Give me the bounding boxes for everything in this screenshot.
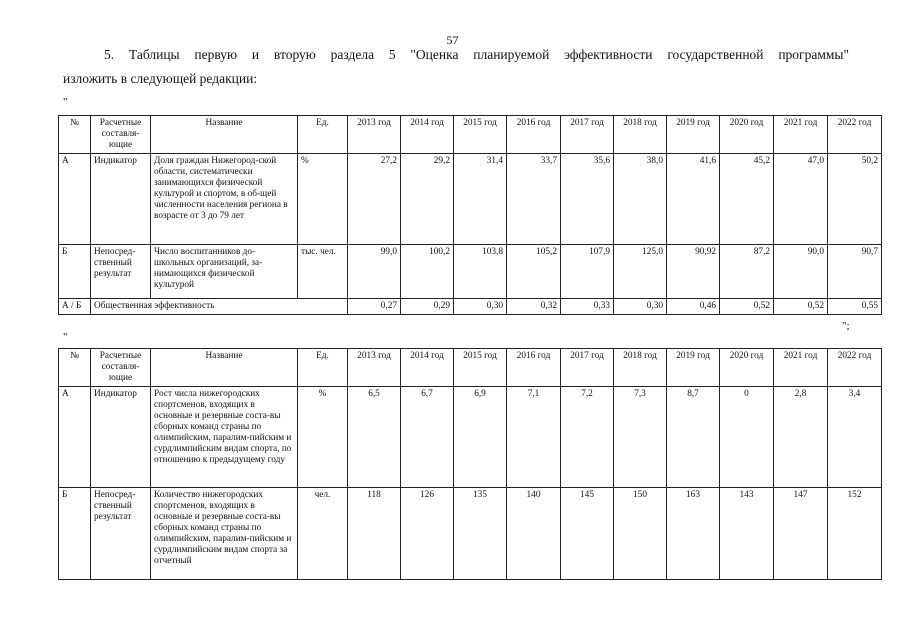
row-value: 50,2	[828, 154, 882, 245]
row-value: 126	[401, 488, 454, 580]
header-year: 2014 год	[401, 116, 454, 154]
header-year: 2015 год	[454, 349, 507, 387]
row-unit: тыс. чел.	[298, 245, 348, 299]
row-value: 152	[828, 488, 882, 580]
header-year: 2018 год	[614, 349, 667, 387]
row-value: 118	[348, 488, 401, 580]
row-value: 90,7	[828, 245, 882, 299]
row-value: 140	[507, 488, 561, 580]
row-unit: %	[298, 154, 348, 245]
quote-open-1: "	[63, 96, 68, 108]
row-value: 105,2	[507, 245, 561, 299]
row-value: 2,8	[774, 387, 828, 488]
header-year: 2016 год	[507, 116, 561, 154]
table-row	[59, 154, 882, 245]
header-year: 2020 год	[720, 349, 774, 387]
quote-open-2: "	[63, 331, 68, 343]
header-year: 2017 год	[561, 116, 614, 154]
row-value: 33,7	[507, 154, 561, 245]
row-value: 29,2	[401, 154, 454, 245]
total-value: 0,33	[561, 299, 614, 315]
total-value: 0,46	[667, 299, 720, 315]
total-num: А / Б	[59, 299, 91, 315]
intro-line-1: 5. Таблицы первую и вторую раздела 5 "Оценка планируемой эффективности государственной программы"	[104, 47, 849, 62]
row-value: 145	[561, 488, 614, 580]
row-value: 31,4	[454, 154, 507, 245]
header-year: 2017 год	[561, 349, 614, 387]
row-num: А	[59, 154, 91, 245]
row-name: Рост числа нижегородских спортсменов, входящих в основные и резервные соста-вы сборных команд страны по олимпийским, паралим-пийским и сурдлимпийским видам спорта, по отношению к предыдущему году	[151, 387, 298, 488]
table-header-row	[59, 349, 882, 387]
table-row	[59, 488, 882, 580]
total-value: 0,27	[348, 299, 401, 315]
header-year: 2013 год	[348, 349, 401, 387]
header-year: 2013 год	[348, 116, 401, 154]
header-year: 2019 год	[667, 349, 720, 387]
row-value: 90,0	[774, 245, 828, 299]
table-header-row	[59, 116, 882, 154]
row-unit: чел.	[298, 488, 348, 580]
header-year: 2019 год	[667, 116, 720, 154]
header-year: 2018 год	[614, 116, 667, 154]
row-num: Б	[59, 245, 91, 299]
row-num: Б	[59, 488, 91, 580]
total-label: Общественная эффективность	[91, 299, 348, 315]
row-component: Индикатор	[91, 387, 151, 488]
row-value: 6,9	[454, 387, 507, 488]
total-value: 0,29	[401, 299, 454, 315]
row-value: 3,4	[828, 387, 882, 488]
header-year: 2022 год	[828, 349, 882, 387]
row-value: 7,2	[561, 387, 614, 488]
row-name: Количество нижегородских спортсменов, входящих в основные и резервные соста-вы сборных команд страны по олимпийским, паралим-пийским и сурдлимпийским видам спорта за отчетный	[151, 488, 298, 580]
header-components: Расчетные составля-ющие	[91, 116, 151, 154]
efficiency-table-1	[58, 115, 882, 315]
row-value: 90,92	[667, 245, 720, 299]
row-component: Индикатор	[91, 154, 151, 245]
row-component: Непосред-ственный результат	[91, 488, 151, 580]
header-unit: Ед.	[298, 116, 348, 154]
header-year: 2021 год	[774, 116, 828, 154]
row-value: 143	[720, 488, 774, 580]
header-year: 2016 год	[507, 349, 561, 387]
total-value: 0,52	[720, 299, 774, 315]
header-year: 2022 год	[828, 116, 882, 154]
row-value: 7,3	[614, 387, 667, 488]
row-value: 135	[454, 488, 507, 580]
row-value: 100,2	[401, 245, 454, 299]
row-value: 107,9	[561, 245, 614, 299]
header-num: №	[59, 116, 91, 154]
quote-close-1: ";	[842, 320, 850, 332]
header-name: Название	[151, 349, 298, 387]
header-year: 2021 год	[774, 349, 828, 387]
row-value: 8,7	[667, 387, 720, 488]
row-value: 45,2	[720, 154, 774, 245]
header-year: 2015 год	[454, 116, 507, 154]
row-value: 87,2	[720, 245, 774, 299]
header-year: 2014 год	[401, 349, 454, 387]
page-number: 57	[446, 33, 459, 47]
row-value: 0	[720, 387, 774, 488]
header-components: Расчетные составля-ющие	[91, 349, 151, 387]
header-unit: Ед.	[298, 349, 348, 387]
row-value: 27,2	[348, 154, 401, 245]
efficiency-table-2	[58, 348, 882, 580]
row-value: 7,1	[507, 387, 561, 488]
row-value: 150	[614, 488, 667, 580]
row-num: А	[59, 387, 91, 488]
intro-line-2: изложить в следующей редакции:	[63, 71, 258, 86]
row-value: 103,8	[454, 245, 507, 299]
row-name: Число воспитанников до-школьных организаций, за-нимающихся физической культурой	[151, 245, 298, 299]
row-value: 6,5	[348, 387, 401, 488]
row-value: 125,0	[614, 245, 667, 299]
row-value: 47,0	[774, 154, 828, 245]
header-name: Название	[151, 116, 298, 154]
row-value: 6,7	[401, 387, 454, 488]
row-value: 35,6	[561, 154, 614, 245]
total-value: 0,30	[454, 299, 507, 315]
row-name: Доля граждан Нижегород-ской области, систематически занимающихся физической культурой и спортом, в об-щей численности населения региона в возрасте от 3 до 79 лет	[151, 154, 298, 245]
row-value: 99,0	[348, 245, 401, 299]
table-row	[59, 245, 882, 299]
total-value: 0,52	[774, 299, 828, 315]
header-num: №	[59, 349, 91, 387]
row-value: 147	[774, 488, 828, 580]
row-value: 41,6	[667, 154, 720, 245]
row-unit: %	[298, 387, 348, 488]
total-value: 0,30	[614, 299, 667, 315]
table-row	[59, 387, 882, 488]
total-row	[59, 299, 882, 315]
total-value: 0,55	[828, 299, 882, 315]
row-component: Непосред-ственный результат	[91, 245, 151, 299]
row-value: 38,0	[614, 154, 667, 245]
total-value: 0,32	[507, 299, 561, 315]
row-value: 163	[667, 488, 720, 580]
header-year: 2020 год	[720, 116, 774, 154]
